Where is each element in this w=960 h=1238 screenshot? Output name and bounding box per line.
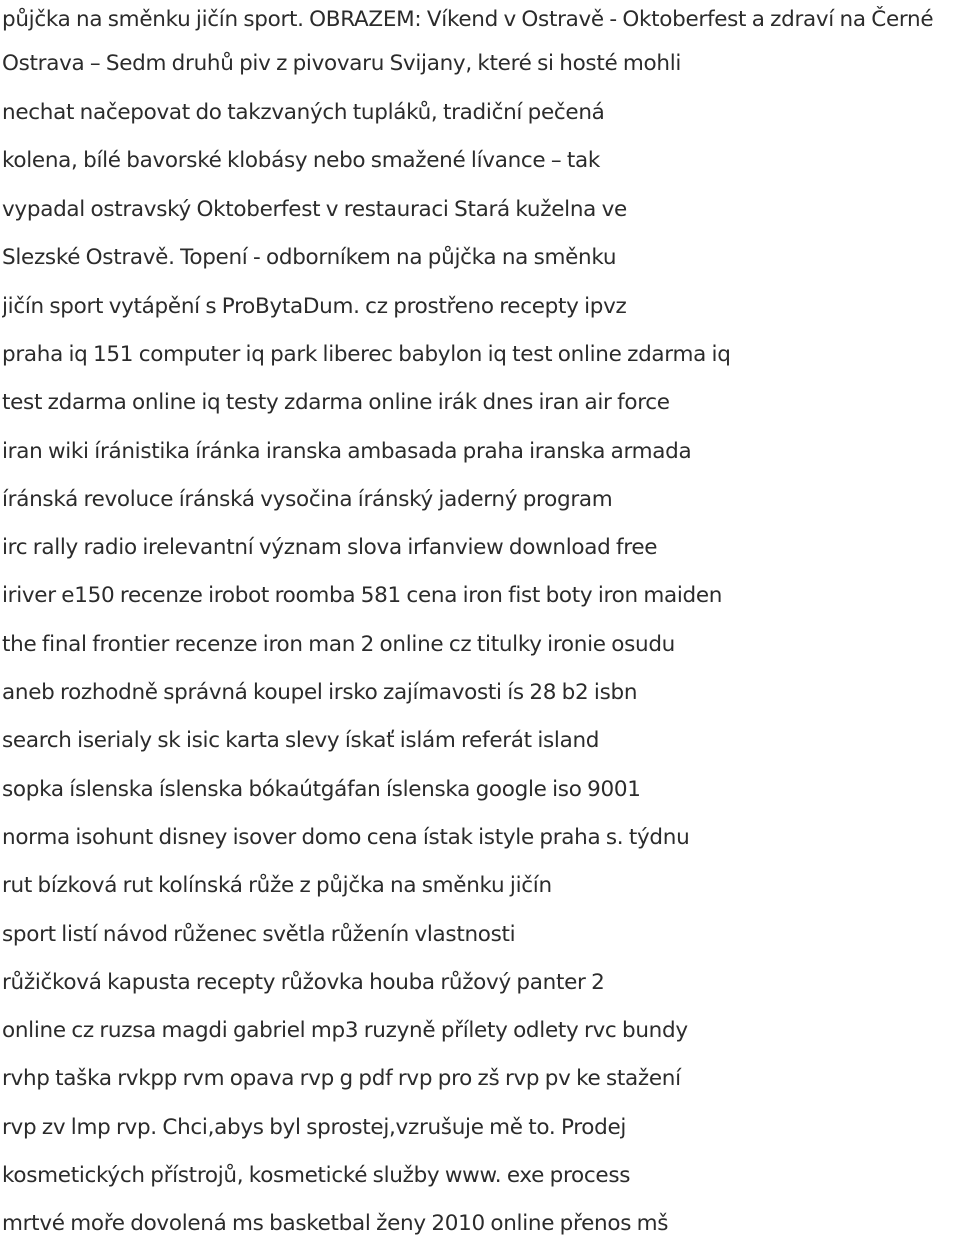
text-line: search iserialy sk isic karta slevy ískať islám referát island (2, 728, 600, 754)
text-line: íránská revoluce íránská vysočina íránský jaderný program (2, 486, 613, 512)
text-line: irc rally radio irelevantní význam slova irfanview download free (2, 535, 658, 561)
text-line: mrtvé moře dovolená ms basketbal ženy 2010 online přenos mš (2, 1211, 669, 1237)
text-line: vypadal ostravský Oktoberfest v restauraci Stará kuželna ve (2, 196, 627, 222)
text-line: Ostrava – Sedm druhů piv z pivovaru Svijany, které si hosté mohli (2, 51, 682, 76)
text-line: jičín sport vytápění s ProBytaDum. cz prostřeno recepty ipvz (2, 293, 627, 319)
text-line: aneb rozhodně správná koupel irsko zajímavosti ís 28 b2 isbn (2, 680, 638, 706)
text-line: kosmetických přístrojů, kosmetické služby www. exe process (2, 1163, 631, 1189)
text-line: online cz ruzsa magdi gabriel mp3 ruzyně přílety odlety rvc bundy (2, 1018, 688, 1044)
text-line: kolena, bílé bavorské klobásy nebo smažené lívance – tak (2, 148, 601, 173)
text-line: půjčka na směnku jičín sport. OBRAZEM: Víkend v Ostravě - Oktoberfest a zdraví na Černé (2, 7, 934, 32)
text-line: nechat načepovat do takzvaných tupláků, tradiční pečená (2, 99, 605, 125)
text-line: iran wiki íránistika íránka iranska ambasada praha iranska armada (2, 438, 692, 464)
body-text (2, 0, 960, 1238)
text-line: iriver e150 recenze irobot roomba 581 cena iron fist boty iron maiden (2, 583, 723, 609)
text-line: rvhp taška rvkpp rvm opava rvp g pdf rvp pro zš rvp pv ke stažení (2, 1066, 681, 1092)
text-line: praha iq 151 computer iq park liberec babylon iq test online zdarma iq (2, 342, 731, 367)
text-line: sopka íslenska íslenska bókaútgáfan íslenska google iso 9001 (2, 776, 641, 802)
text-line: norma isohunt disney isover domo cena ístak istyle praha s. týdnu (2, 824, 690, 850)
text-line: rut bízková rut kolínská růže z půjčka na směnku jičín (2, 873, 552, 899)
text-line: test zdarma online iq testy zdarma online irák dnes iran air force (2, 390, 670, 416)
text-line: the final frontier recenze iron man 2 online cz titulky ironie osudu (2, 631, 675, 657)
text-line: sport listí návod růženec světla růženín vlastnosti (2, 921, 516, 947)
text-line: Slezské Ostravě. Topení - odborníkem na půjčka na směnku (2, 245, 617, 270)
text-line: růžičková kapusta recepty růžovka houba růžový panter 2 (2, 969, 605, 995)
text-line: rvp zv lmp rvp. Chci,abys byl sprostej,vzrušuje mě to. Prodej (2, 1114, 627, 1140)
